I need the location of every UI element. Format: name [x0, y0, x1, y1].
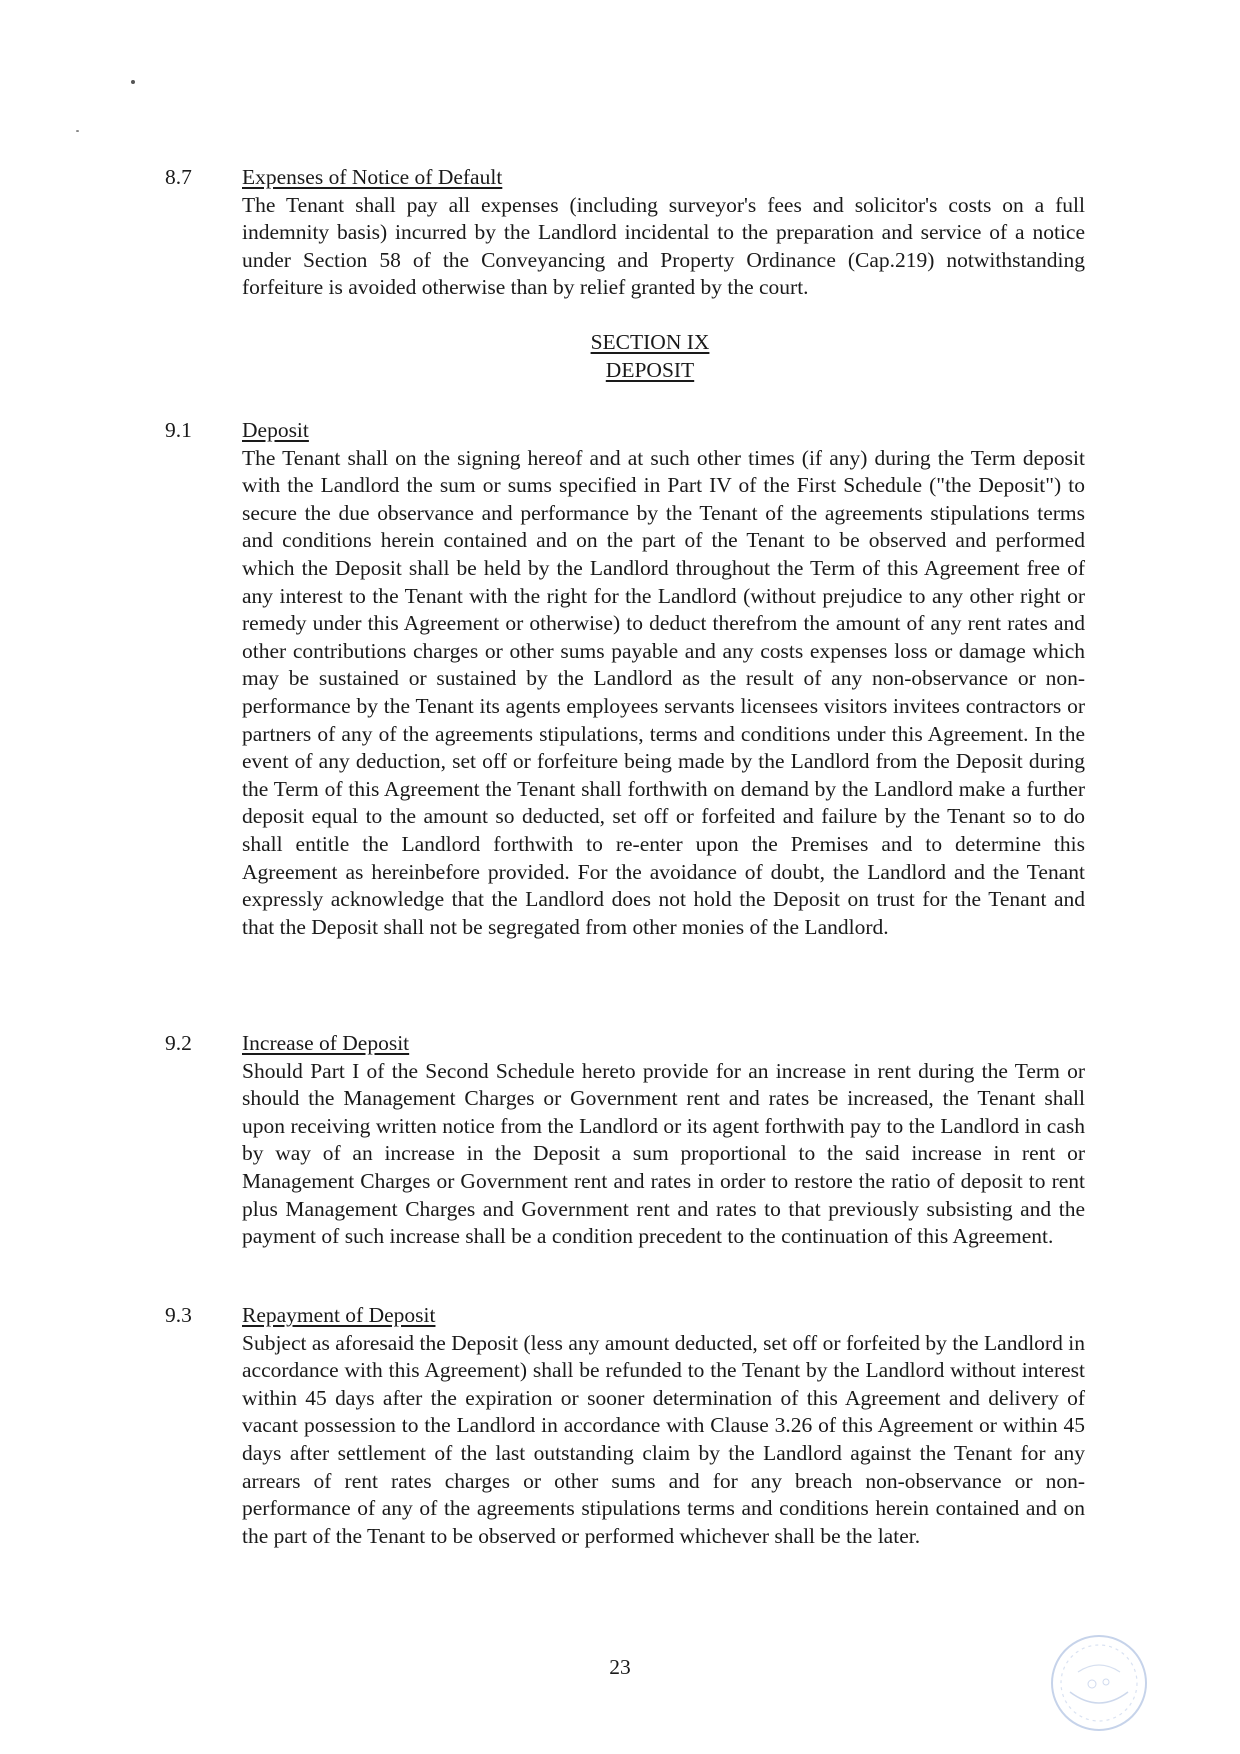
scan-speck	[76, 130, 79, 132]
clause-text: The Tenant shall pay all expenses (including surveyor's fees and solicitor's costs on a full indemnity basis) incurred by the Landlord incidental to the preparation and service of a notice under Section 58 of the Conveyancing and Property Ordinance (Cap.219) notwithstanding forfeiture is avoided otherwise than by relief granted by the court.	[242, 192, 1085, 300]
clause-text: Should Part I of the Second Schedule hereto provide for an increase in rent during the Term or should the Management Charges or Government rent and rates be increased, the Tenant shall upon receiving written notice from the Landlord or its agent forthwith pay to the Landlord in cash by way of an increase in the Deposit a sum proportional to the said increase in rent or Management Charges or Government rent and rates in order to restore the ratio of deposit to rent plus Management Charges and Government rent and rates to that previously subsisting and the payment of such increase shall be a condition precedent to the continuation of this Agreement.	[242, 1058, 1085, 1249]
clause-number: 8.7	[165, 165, 192, 189]
page-number: 23	[609, 1655, 631, 1679]
clause-9-2	[165, 1030, 1085, 1251]
clause-title: Increase of Deposit	[242, 1031, 410, 1055]
clause-title: Expenses of Notice of Default	[242, 165, 503, 189]
clause-title: Repayment of Deposit	[242, 1303, 436, 1327]
company-seal-stamp	[1048, 1632, 1150, 1734]
scan-speck	[131, 80, 135, 84]
clause-9-3	[165, 1302, 1085, 1550]
clause-body	[242, 164, 1085, 302]
clause-number: 9.1	[165, 418, 192, 442]
clause-number: 9.3	[165, 1303, 192, 1327]
clause-body	[242, 1302, 1085, 1550]
section-title: DEPOSIT	[605, 357, 695, 382]
section-heading	[520, 329, 780, 384]
clause-text: The Tenant shall on the signing hereof and at such other times (if any) during the Term deposit with the Landlord the sum or sums specified in Part IV of the First Schedule ("the Deposit") to secure the due observance and performance by the Tenant of the agreements stipulations terms and conditions herein contained and on the part of the Tenant to be observed and performed which the Deposit shall be held by the Landlord throughout the Term of this Agreement free of any interest to the Tenant with the right for the Landlord (without prejudice to any other right or remedy under this Agreement or otherwise) to deduct therefrom the amount of any rent rates and other contributions charges or other sums payable and any costs expenses loss or damage which may be sustained or sustained by the Landlord as the result of any non-observance or non-performance by the Tenant its agents employees servants licensees visitors invitees contractors or partners of any of the agreements stipulations, terms and conditions under this Agreement. In the event of any deduction, set off or forfeiture being made by the Landlord from the Deposit during the Term of this Agreement the Tenant shall forthwith on demand by the Landlord make a further deposit equal to the amount so deducted, set off or forfeited and failure by the Tenant so to do shall entitle the Landlord forthwith to re-enter upon the Premises and to determine this Agreement as hereinbefore provided. For the avoidance of doubt, the Landlord and the Tenant expressly acknowledge that the Landlord does not hold the Deposit on trust for the Tenant and that the Deposit shall not be segregated from other monies of the Landlord.	[242, 445, 1085, 939]
clause-number: 9.2	[165, 1031, 192, 1055]
clause-title: Deposit	[242, 418, 309, 442]
clause-body	[242, 1030, 1085, 1251]
clause-8-7	[165, 164, 1085, 302]
clause-9-1	[165, 417, 1085, 941]
section-number: SECTION IX	[590, 330, 710, 354]
clause-body	[242, 417, 1085, 941]
clause-text: Subject as aforesaid the Deposit (less any amount deducted, set off or forfeited by the Landlord in accordance with this Agreement) shall be refunded to the Tenant by the Landlord without interest within 45 days after the expiration or sooner determination of this Agreement and delivery of vacant possession to the Landlord in accordance with Clause 3.26 of this Agreement or within 45 days after settlement of the last outstanding claim by the Landlord against the Tenant for any arrears of rent rates charges or other sums and for any breach non-observance or non-performance of any of the agreements stipulations terms and conditions herein contained and on the part of the Tenant to be observed or performed whichever shall be the later.	[242, 1330, 1085, 1548]
